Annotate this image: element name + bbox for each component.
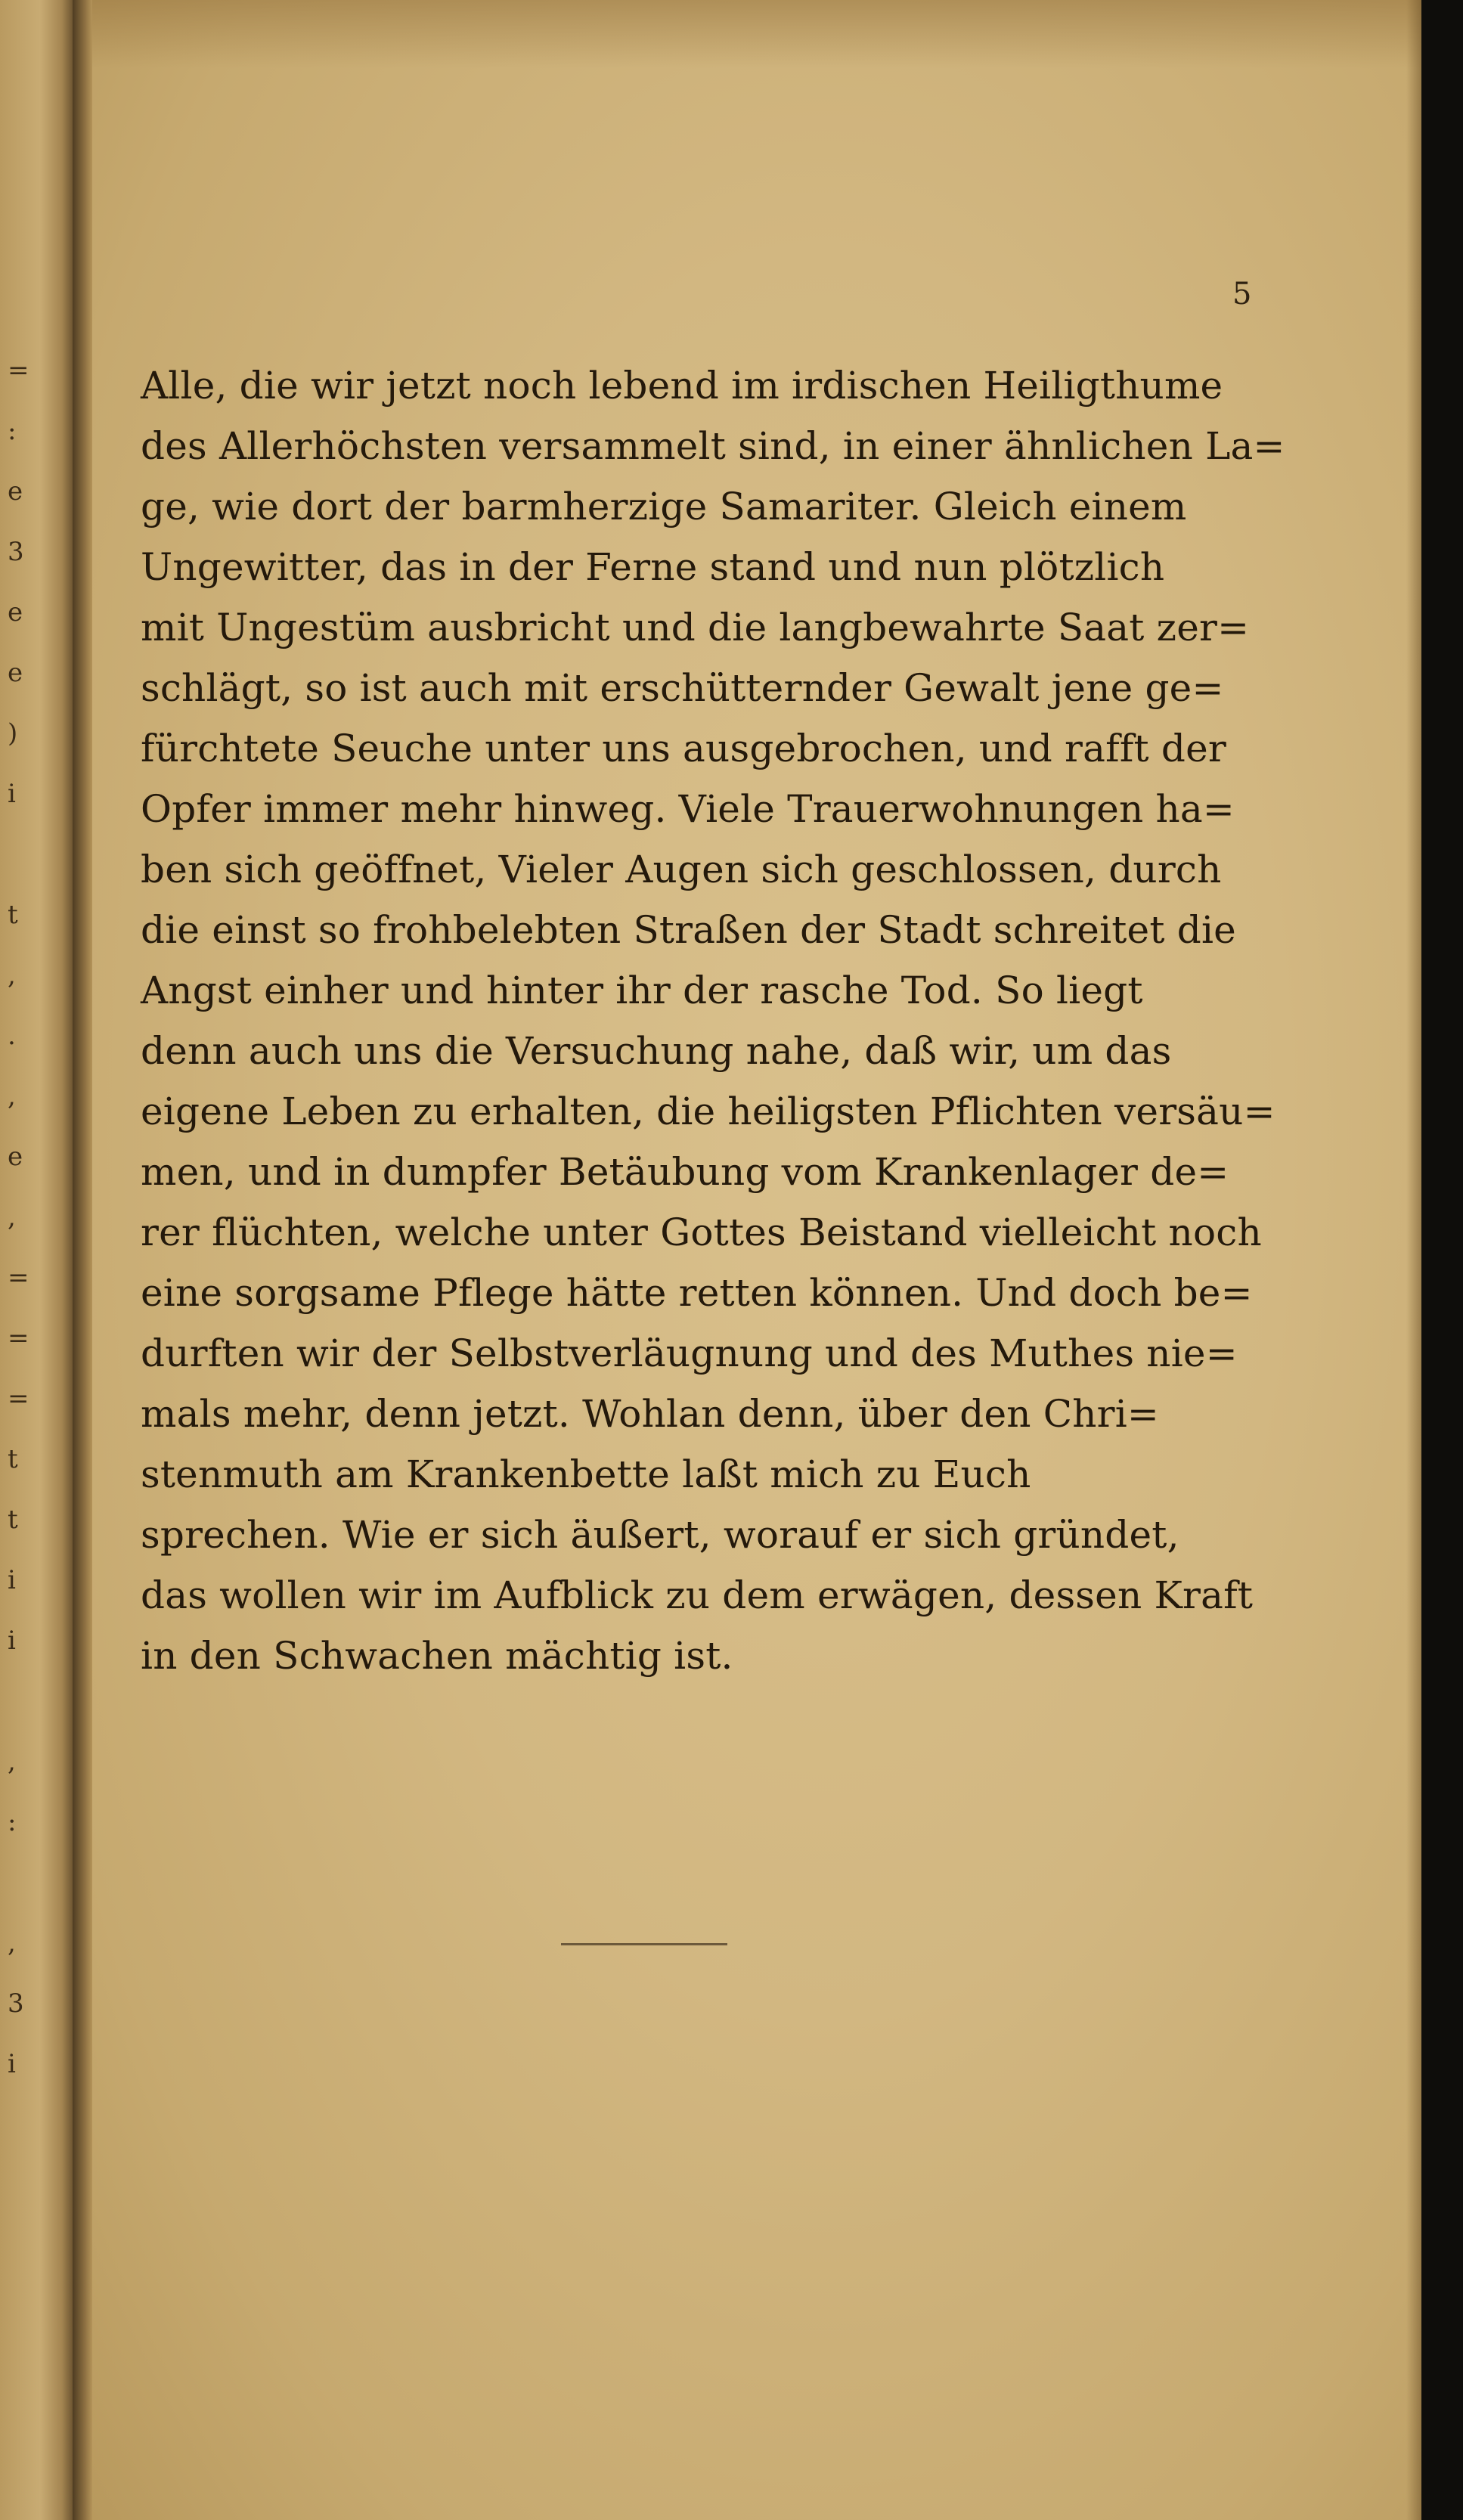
text-line: mals mehr, denn jetzt. Wohlan denn, über den Chri= — [141, 1392, 1159, 1436]
text-line: durften wir der Selbstverläugnung und des Muthes nie= — [141, 1331, 1238, 1375]
text-line: das wollen wir im Aufblick zu dem erwägen, dessen Kraft — [141, 1573, 1254, 1617]
text-line: mit Ungestüm ausbricht und die langbewahrte Saat zer= — [141, 606, 1250, 649]
text-line: Angst einher und hinter ihr der rasche Tod. So liegt — [141, 969, 1143, 1012]
text-line: Ungewitter, das in der Ferne stand und nun plötzlich — [141, 545, 1165, 589]
text-line: Alle, die wir jetzt noch lebend im irdischen Heiligthume — [141, 364, 1223, 408]
book-gutter — [73, 0, 92, 2520]
text-line: rer flüchten, welche unter Gottes Beistand vielleicht noch — [141, 1210, 1262, 1254]
text-line: sprechen. Wie er sich äußert, worauf er sich gründet, — [141, 1513, 1179, 1557]
text-line: eine sorgsame Pflege hätte retten können. Und doch be= — [141, 1271, 1253, 1315]
text-line: stenmuth am Krankenbette laßt mich zu Euch — [141, 1452, 1031, 1496]
text-line: denn auch uns die Versuchung nahe, daß wir, um das — [141, 1029, 1172, 1073]
text-line: eigene Leben zu erhalten, die heiligsten Pflichten versäu= — [141, 1090, 1275, 1133]
text-line: men, und in dumpfer Betäubung vom Krankenlager de= — [141, 1150, 1229, 1194]
text-line: in den Schwachen mächtig ist. — [141, 1634, 733, 1678]
text-line: die einst so frohbelebten Straßen der Stadt schreitet die — [141, 908, 1236, 952]
text-line: des Allerhöchsten versammelt sind, in einer ähnlichen La= — [141, 424, 1285, 468]
section-divider-rule — [561, 1943, 727, 1945]
page-right-edge — [1406, 0, 1421, 2520]
page-top-shadow — [92, 0, 1421, 68]
text-line: fürchtete Seuche unter uns ausgebrochen, und rafft der — [141, 727, 1227, 770]
facing-page-edge — [0, 0, 73, 2520]
text-line: Opfer immer mehr hinweg. Viele Trauerwohnungen ha= — [141, 787, 1235, 831]
text-line: schlägt, so ist auch mit erschütternder Gewalt jene ge= — [141, 666, 1224, 710]
page-number: 5 — [1232, 277, 1252, 312]
scan-background — [1421, 0, 1463, 2520]
book-page — [92, 0, 1421, 2520]
facing-page-marks: = : e 3 e e ) i t , . , e , = = = t t i i , : , 3 i — [8, 355, 29, 2079]
text-line: ge, wie dort der barmherzige Samariter. Gleich einem — [141, 485, 1187, 528]
body-text — [141, 355, 1350, 1686]
text-line: ben sich geöffnet, Vieler Augen sich geschlossen, durch — [141, 848, 1222, 891]
